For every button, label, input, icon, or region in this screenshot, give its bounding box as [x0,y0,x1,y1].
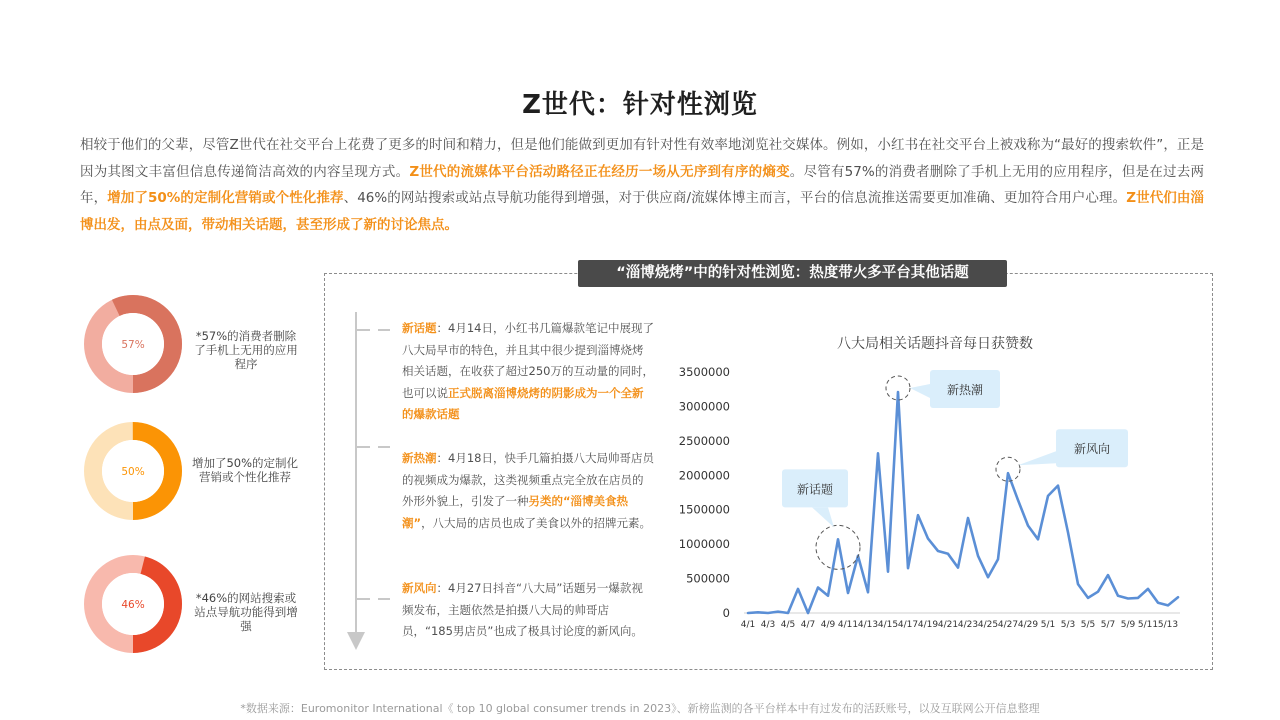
event-highlight: 正式脱离淄博烧烤的阴影成为一个全新的爆款话题 [402,385,644,422]
x-tick-label: 5/5 [1080,620,1096,630]
line-chart [670,325,1190,637]
event-text: ：4月27日抖音“八大局”话题另一爆款视频发布，主题依然是拍摄八大局的帅哥店员，“185男店员”也成了极具讨论度的新风向。 [402,581,643,639]
donut-chart-57 [83,294,183,394]
donut-caption-46: *46%的网站搜索或站点导航功能得到增强 [194,591,298,633]
y-tick-label: 0 [722,606,730,620]
x-tick-label: 5/9 [1120,620,1136,630]
donut-center-label: 46% [121,599,145,611]
x-tick-label: 5/3 [1060,620,1076,630]
callout-pointer [1018,451,1056,465]
event-text-tail: ，八大局的店员也成了美食以外的招牌元素。 [421,515,652,530]
callout-label: 新话题 [796,482,834,497]
donut-caption-57: *57%的消费者删除了手机上无用的应用程序 [194,329,298,371]
donut-chart-50 [83,421,183,521]
x-tick-label: 4/11 [837,620,859,630]
donut-caption-50: 增加了50%的定制化营销或个性化推荐 [191,456,299,484]
event-new-topic [402,318,654,426]
chart-title: 八大局相关话题抖音每日获赞数 [837,336,1033,352]
event-text: ：4月18日，快手几篇拍摄八大局帅哥店员的视频成为爆款，这类视频重点完全放在店员的外形外貌上，引发了一种 [402,451,654,509]
x-tick-label: 4/5 [780,620,796,630]
event-head: 新话题 [402,321,437,335]
timeline-arrow-icon [347,632,365,650]
x-tick-label: 4/13 [857,620,879,630]
x-tick-label: 4/7 [800,620,816,630]
callout-pointer [812,507,834,527]
y-tick-label: 3000000 [678,399,730,414]
intro-highlight-3: Z世代们由淄博出发，由点及面，带动相关话题，甚至形成了新的讨论焦点。 [80,190,1204,233]
donut-center-label: 57% [121,339,145,351]
timeline-line [355,312,357,634]
intro-text-1: 相较于他们的父辈，尽管Z世代在社交平台上花费了更多的时间和精力，但是他们能做到更加有针对性有效率地浏览社交媒体。例如，小红书在社交平台上被戏称为“最好的搜索软件”，正是因为其图文丰富但信息传递简洁高效的内容呈现方式。 [80,137,1204,180]
x-tick-label: 4/19 [917,620,939,630]
intro-highlight-2: 增加了50%的定制化营销或个性化推荐 [107,190,344,206]
x-tick-label: 5/7 [1100,620,1116,630]
y-tick-label: 1500000 [678,502,730,517]
donut-chart-46 [83,554,183,654]
intro-paragraph [80,132,1204,238]
x-tick-label: 4/3 [760,620,776,630]
event-highlight: 另类的“淄博美食热潮” [402,494,629,530]
y-tick-label: 2000000 [678,468,730,483]
x-tick-label: 5/1 [1040,620,1056,630]
x-tick-label: 4/25 [977,620,999,630]
intro-text-3: 、46%的网站搜索或站点导航功能得到增强，对于供应商/流媒体博主而言，平台的信息流推送需要更加准确、更加符合用户心理。 [343,190,1127,206]
y-tick-label: 500000 [686,571,730,586]
x-tick-label: 4/15 [877,620,899,630]
event-head: 新热潮 [402,451,437,465]
intro-text-2: 。尽管有57%的消费者删除了手机上无用的应用程序，但是在过去两年， [80,163,1204,206]
event-text: ：4月14日，小红书几篇爆款笔记中展现了八大局早市的特色，并且其中很少提到淄博烧烤相关话题，在收获了超过250万的互动量的同时，也可以说 [402,321,654,400]
page-title: Z世代：针对性浏览 [522,90,758,120]
timeline-tick [378,329,390,331]
event-new-trend [402,448,654,534]
timeline-tick [356,598,370,600]
y-tick-label: 1000000 [678,537,730,552]
event-head: 新风向 [402,581,437,595]
y-tick-label: 2500000 [678,433,730,448]
callout-label: 新风向 [1073,442,1111,457]
x-tick-label: 4/9 [820,620,836,630]
x-tick-label: 4/27 [997,620,1019,630]
x-tick-label: 4/29 [1017,620,1039,630]
callout-ring [816,525,860,569]
callout-label: 新热潮 [946,382,984,397]
x-tick-label: 5/11 [1137,620,1159,630]
callout-pointer [910,384,930,398]
y-tick-label: 3500000 [678,365,730,379]
timeline-tick [378,446,390,448]
event-new-direction [402,578,654,643]
timeline-tick [356,446,370,448]
x-tick-label: 4/23 [957,620,979,630]
intro-highlight-1: Z世代的流媒体平台活动路径正在经历一场从无序到有序的熵变 [409,163,790,180]
timeline-tick [378,598,390,600]
panel-title: “淄博烧烤”中的针对性浏览：热度带火多平台其他话题 [578,260,1007,287]
donut-center-label: 50% [121,466,145,478]
timeline-tick [356,329,370,331]
x-tick-label: 4/1 [740,620,756,630]
x-tick-label: 4/17 [897,620,919,630]
x-tick-label: 4/21 [937,620,959,630]
footnote: *数据来源：Euromonitor International《 top 10 global consumer trends in 2023》、新榜监测的各平台样本中有过发布的活跃账号，以及互联网公开信息整理 [240,702,1040,715]
x-tick-label: 5/13 [1157,620,1179,630]
